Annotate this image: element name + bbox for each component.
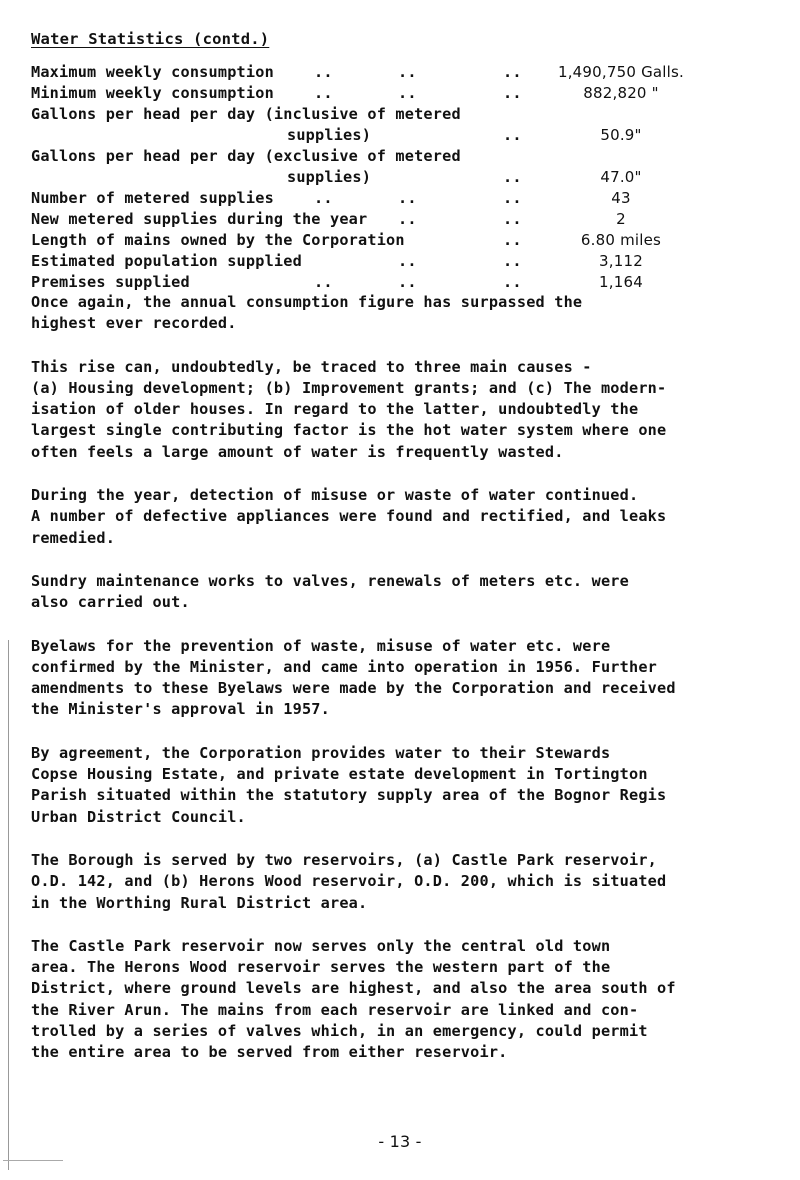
stat-row (31, 230, 771, 251)
stat-label: New metered supplies during the year (31, 210, 368, 228)
paragraph: The Castle Park reservoir now serves only the central old town area. The Herons Wood reservoir serves the western part of the District, where ground levels are highest, and also the area south of the River Arun. The mains from each reservoir are linked and con- trolled by a series of valves which, in an emergency, could permit the entire area to be served from either reservoir. (31, 936, 676, 1062)
stat-label-line1: Gallons per head per day (inclusive of metered (31, 105, 461, 123)
leader-dots: .. (503, 63, 522, 81)
stat-value: 1,490,750 Galls. (557, 63, 685, 81)
stat-value: 3,112 (599, 252, 643, 270)
stat-label: Estimated population supplied (31, 252, 302, 270)
stat-value: 882,820 " (583, 84, 659, 102)
leader-dots: .. (503, 168, 522, 186)
stat-row (31, 104, 771, 146)
leader-dots: .. (314, 189, 333, 207)
leader-dots: .. (398, 273, 417, 291)
paragraph: During the year, detection of misuse or waste of water continued. A number of defective appliances were found and rectified, and leaks remedied. (31, 486, 667, 547)
stat-label: Length of mains owned by the Corporation (31, 231, 405, 249)
stat-value: 1,164 (599, 273, 643, 291)
statistics-table (31, 62, 771, 293)
leader-dots: .. (398, 252, 417, 270)
leader-dots: .. (503, 84, 522, 102)
leader-dots: .. (503, 189, 522, 207)
paragraph: This rise can, undoubtedly, be traced to three main causes - (a) Housing development; (b) Improvement grants; and (c) The modern- isation of older houses. In regard to the latter, undoubtedly the largest single contributing factor is the hot water system where one often feels a large amount of water is frequently wasted. (31, 357, 667, 461)
stat-row (31, 62, 771, 83)
stat-row (31, 272, 771, 293)
stat-label-line2: supplies) (287, 168, 372, 186)
leader-dots: .. (503, 252, 522, 270)
leader-dots: .. (314, 273, 333, 291)
paragraph: Byelaws for the prevention of waste, misuse of water etc. were confirmed by the Minister, and came into operation in 1956. Further amendments to these Byelaws were made by the Corporation and received the Minister's approval in 1957. (31, 636, 676, 719)
stat-label (31, 104, 461, 146)
stat-label: Number of metered supplies (31, 189, 274, 207)
page-heading: Water Statistics (contd.) (31, 30, 270, 48)
paragraph: Once again, the annual consumption figure has surpassed the highest ever recorded. (31, 293, 583, 333)
stat-label: Premises supplied (31, 273, 190, 291)
leader-dots: .. (398, 210, 417, 228)
leader-dots: .. (398, 84, 417, 102)
stat-value: 47.0" (600, 168, 642, 186)
leader-dots: .. (503, 273, 522, 291)
stat-label (31, 146, 461, 188)
leader-dots: .. (503, 210, 522, 228)
scan-margin-line (3, 1160, 63, 1161)
leader-dots: .. (503, 126, 522, 144)
leader-dots: .. (314, 84, 333, 102)
stat-row (31, 251, 771, 272)
stat-value: 43 (611, 189, 631, 207)
stat-row (31, 146, 771, 188)
stat-label-line2: supplies) (287, 126, 372, 144)
body-text (31, 292, 776, 1086)
paragraph: The Borough is served by two reservoirs, (a) Castle Park reservoir, O.D. 142, and (b) Herons Wood reservoir, O.D. 200, which is situated in the Worthing Rural District area. (31, 850, 667, 912)
leader-dots: .. (398, 189, 417, 207)
scan-margin-line (8, 640, 9, 1170)
stat-value: 6.80 miles (580, 231, 662, 249)
leader-dots: .. (398, 63, 417, 81)
stat-row (31, 188, 771, 209)
stat-label: Minimum weekly consumption (31, 84, 274, 102)
page-number: - 13 - (378, 1132, 422, 1151)
leader-dots: .. (503, 231, 522, 249)
paragraph: Sundry maintenance works to valves, renewals of meters etc. were also carried out. (31, 571, 629, 612)
stat-label-line1: Gallons per head per day (exclusive of metered (31, 147, 461, 165)
stat-row (31, 209, 771, 230)
stat-value: 2 (616, 210, 626, 228)
stat-row (31, 83, 771, 104)
stat-label: Maximum weekly consumption (31, 63, 274, 81)
paragraph: By agreement, the Corporation provides water to their Stewards Copse Housing Estate, and private estate development in Tortington Parish situated within the statutory supply area of the Bognor Regis Urban District Council. (31, 743, 667, 826)
stat-value: 50.9" (600, 126, 642, 144)
leader-dots: .. (314, 63, 333, 81)
